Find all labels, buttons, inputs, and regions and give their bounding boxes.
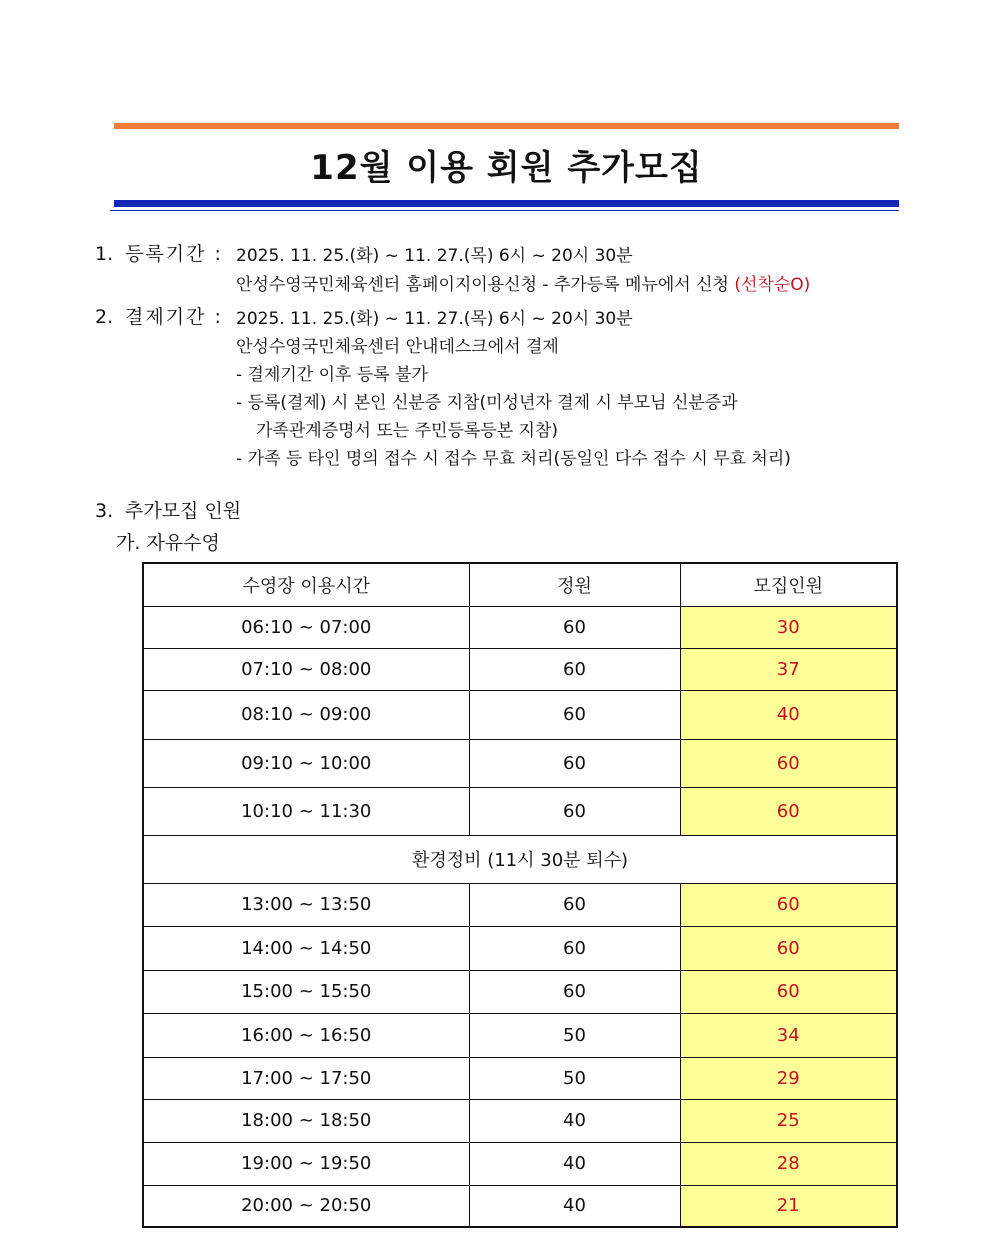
header-time: 수영장 이용시간	[143, 563, 469, 606]
section-registration-heading: 1. 등록기간 :	[95, 243, 223, 265]
recruit-cell: 29	[680, 1057, 897, 1099]
table-row	[143, 926, 897, 970]
header-recruit: 모집인원	[680, 563, 897, 606]
payment-note-2: - 등록(결제) 시 본인 신분증 지참(미성년자 결제 시 부모님 신분증과	[236, 393, 738, 413]
table-header-row	[143, 563, 897, 606]
table-row	[143, 1057, 897, 1099]
table-row	[143, 1185, 897, 1227]
table-row	[143, 883, 897, 926]
section-payment-heading: 2. 결제기간 :	[95, 306, 223, 328]
recruit-cell: 60	[680, 926, 897, 970]
capacity-cell: 60	[469, 926, 680, 970]
time-cell: 15:00 ~ 15:50	[143, 970, 469, 1013]
capacity-cell: 60	[469, 787, 680, 835]
recruit-cell: 28	[680, 1142, 897, 1185]
page-title: 12월 이용 회원 추가모집	[310, 148, 703, 188]
time-cell: 16:00 ~ 16:50	[143, 1013, 469, 1057]
table-row	[143, 739, 897, 787]
time-cell: 10:10 ~ 11:30	[143, 787, 469, 835]
recruit-cell: 60	[680, 787, 897, 835]
recruit-cell: 60	[680, 970, 897, 1013]
recruit-cell: 30	[680, 606, 897, 648]
table-row	[143, 970, 897, 1013]
table-row	[143, 606, 897, 648]
table-break-row	[143, 835, 897, 883]
time-cell: 20:00 ~ 20:50	[143, 1185, 469, 1227]
payment-note-3: - 가족 등 타인 명의 접수 시 접수 무효 처리(동일인 다수 접수 시 무효 처리)	[236, 449, 791, 469]
registration-method: 안성수영국민체육센터 홈페이지이용신청 - 추가등록 메뉴에서 신청 (선착순O)	[236, 275, 811, 295]
recruit-cell: 34	[680, 1013, 897, 1057]
recruit-cell: 21	[680, 1185, 897, 1227]
payment-period: 2025. 11. 25.(화) ~ 11. 27.(목) 6시 ~ 20시 30분	[236, 309, 633, 329]
recruit-cell: 40	[680, 690, 897, 739]
table-row	[143, 787, 897, 835]
time-cell: 13:00 ~ 13:50	[143, 883, 469, 926]
capacity-cell: 60	[469, 883, 680, 926]
capacity-cell: 50	[469, 1013, 680, 1057]
recruit-cell: 60	[680, 739, 897, 787]
maintenance-note: 환경정비 (11시 30분 퇴수)	[143, 835, 897, 883]
capacity-cell: 40	[469, 1142, 680, 1185]
title-top-rule	[114, 123, 899, 129]
payment-place: 안성수영국민체육센터 안내데스크에서 결제	[236, 337, 559, 357]
table-row	[143, 1142, 897, 1185]
time-cell: 19:00 ~ 19:50	[143, 1142, 469, 1185]
recruit-cell: 25	[680, 1099, 897, 1142]
subsection-free-swim: 가. 자유수영	[116, 532, 220, 554]
capacity-cell: 60	[469, 970, 680, 1013]
capacity-cell: 60	[469, 606, 680, 648]
time-cell: 09:10 ~ 10:00	[143, 739, 469, 787]
table-row	[143, 1013, 897, 1057]
time-cell: 06:10 ~ 07:00	[143, 606, 469, 648]
table-row	[143, 648, 897, 690]
capacity-cell: 40	[469, 1099, 680, 1142]
table-row	[143, 690, 897, 739]
payment-note-1: - 결제기간 이후 등록 불가	[236, 365, 428, 385]
header-capacity: 정원	[469, 563, 680, 606]
time-cell: 14:00 ~ 14:50	[143, 926, 469, 970]
schedule-table	[142, 562, 898, 1228]
capacity-cell: 60	[469, 648, 680, 690]
time-cell: 18:00 ~ 18:50	[143, 1099, 469, 1142]
section-recruit-heading: 3. 추가모집 인원	[95, 500, 242, 522]
payment-note-2-cont: 가족관계증명서 또는 주민등록등본 지참)	[256, 421, 559, 441]
first-come-note: (선착순O)	[734, 275, 811, 295]
time-cell: 08:10 ~ 09:00	[143, 690, 469, 739]
capacity-cell: 40	[469, 1185, 680, 1227]
capacity-cell: 50	[469, 1057, 680, 1099]
capacity-cell: 60	[469, 690, 680, 739]
time-cell: 07:10 ~ 08:00	[143, 648, 469, 690]
recruit-cell: 60	[680, 883, 897, 926]
time-cell: 17:00 ~ 17:50	[143, 1057, 469, 1099]
capacity-cell: 60	[469, 739, 680, 787]
registration-period: 2025. 11. 25.(화) ~ 11. 27.(목) 6시 ~ 20시 30분	[236, 246, 633, 266]
title-bottom-rule	[114, 200, 899, 207]
table-row	[143, 1099, 897, 1142]
title-bottom-thin-rule	[110, 210, 899, 211]
recruit-cell: 37	[680, 648, 897, 690]
